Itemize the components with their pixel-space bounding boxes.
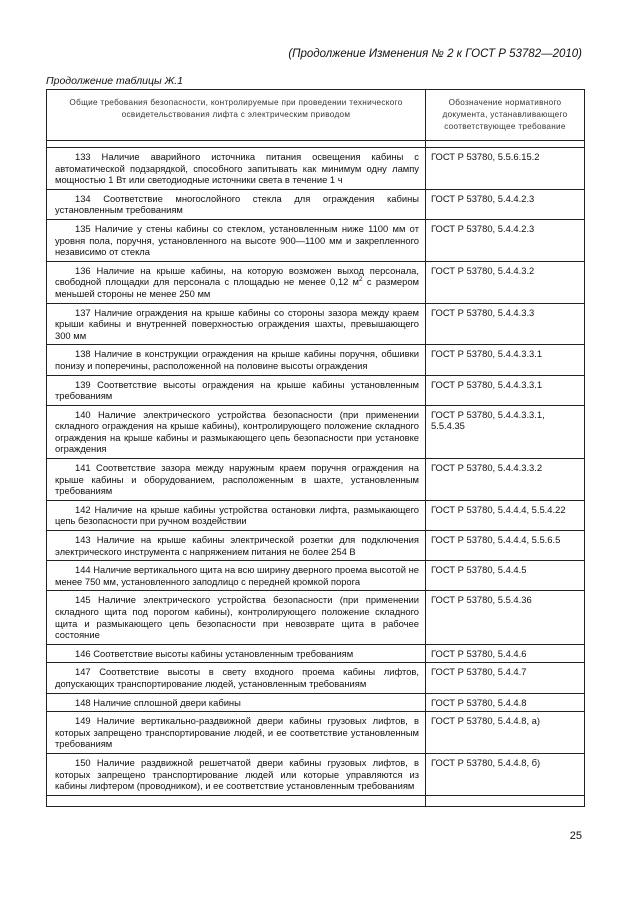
requirement-text: 150 Наличие раздвижной решетчатой двери кабины грузовых лифтов, в которых запрещено транспортирование людей или которые управляются из кабины лифтером (проводником), и ее соответствие установленным требованиям xyxy=(55,756,419,792)
table-row xyxy=(47,189,585,219)
requirement-text: 138 Наличие в конструкции ограждения на крыше кабины поручня, обшивки понизу и поперечины, расположенной на половине высоты ограждения xyxy=(55,348,419,371)
document-reference: ГОСТ Р 53780, 5.5.6.15.2 xyxy=(426,148,585,190)
table-row xyxy=(47,375,585,405)
requirement-cell xyxy=(47,753,426,795)
requirement-cell xyxy=(47,459,426,501)
table-header-row xyxy=(47,90,585,141)
table-row xyxy=(47,500,585,530)
requirement-text: 142 Наличие на крыше кабины устройства остановки лифта, размыкающего цепь безопасности при ручном воздействии xyxy=(55,503,419,527)
requirement-cell xyxy=(47,375,426,405)
requirement-text: 145 Наличие электрического устройства безопасности (при применении складного щита под порогом кабины), контролирующего положение складного щита и размыкающего цепь безопасности при невозврате щита в рабочее состояние xyxy=(55,594,419,641)
requirement-cell xyxy=(47,148,426,190)
requirement-cell xyxy=(47,261,426,303)
requirement-text: 143 Наличие на крыше кабины электрической розетки для подключения электрического инструмента с напряжением питания не более 254 В xyxy=(55,534,419,557)
document-reference: ГОСТ Р 53780, 5.4.4.4, 5.5.4.22 xyxy=(426,500,585,530)
table-row xyxy=(47,693,585,712)
requirement-cell xyxy=(47,693,426,712)
spacer-row xyxy=(47,141,585,148)
amendment-header-note: (Продолжение Изменения № 2 к ГОСТ Р 53782—2010) xyxy=(288,48,582,60)
table-row xyxy=(47,753,585,795)
document-reference: ГОСТ Р 53780, 5.4.4.3.3.1 xyxy=(426,375,585,405)
requirement-text: 133 Наличие аварийного источника питания освещения кабины с автоматической подзарядкой, способного запитывать как минимум одну лампу мощностью 1 Вт или светодиодные источники света в течение 1 ч xyxy=(55,151,419,186)
document-reference: ГОСТ Р 53780, 5.4.4.4, 5.5.6.5 xyxy=(426,531,585,561)
table-row xyxy=(47,459,585,501)
requirement-text: 139 Соответствие высоты ограждения на крыше кабины установленным требованиям xyxy=(55,378,419,402)
requirement-cell xyxy=(47,663,426,693)
requirement-text: 147 Соответствие высоты в свету входного проема кабины лифтов, допускающих транспортирование людей, установленным требованиям xyxy=(55,666,419,689)
requirement-text: 141 Соответствие зазора между наружным краем поручня ограждения на крыше кабины и оборудованием, расположенным в шахте, установленным требованиям xyxy=(55,462,419,497)
requirement-cell xyxy=(47,644,426,663)
table-row xyxy=(47,219,585,261)
requirement-cell xyxy=(47,500,426,530)
requirement-cell xyxy=(47,405,426,458)
requirement-cell xyxy=(47,561,426,591)
requirement-text: 146 Соответствие высоты кабины установленным требованиям xyxy=(75,647,354,659)
requirement-cell xyxy=(47,591,426,644)
document-reference: ГОСТ Р 53780, 5.4.4.3.3.2 xyxy=(426,459,585,501)
table-row xyxy=(47,345,585,375)
table-row xyxy=(47,591,585,644)
spacer-cell xyxy=(47,795,426,806)
document-reference: ГОСТ Р 53780, 5.4.4.5 xyxy=(426,561,585,591)
requirement-cell xyxy=(47,189,426,219)
spacer-row xyxy=(47,795,585,806)
table-row xyxy=(47,712,585,754)
document-reference: ГОСТ Р 53780, 5.4.4.2.3 xyxy=(426,219,585,261)
document-reference: ГОСТ Р 53780, 5.4.4.8 xyxy=(426,693,585,712)
requirement-text: 136 Наличие на крыше кабины, на которую возможен выход персонала, свободной площадки для персонала с площадью не менее 0,12 м xyxy=(55,264,419,288)
document-reference: ГОСТ Р 53780, 5.4.4.3.3.1, 5.5.4.35 xyxy=(426,405,585,458)
requirement-text: 134 Соответствие многослойного стекла для ограждения кабины установленным требованиям xyxy=(55,192,419,216)
requirement-cell xyxy=(47,531,426,561)
requirement-text-tail: с размером меньшей стороны не менее 250 мм xyxy=(55,276,419,299)
document-reference: ГОСТ Р 53780, 5.4.4.3.3 xyxy=(426,303,585,345)
requirement-text: 144 Наличие вертикального щита на всю ширину дверного проема высотой не менее 750 мм, установленного заподлицо с передней кромкой порога xyxy=(55,564,419,587)
requirement-text: 149 Наличие вертикально-раздвижной двери кабины грузовых лифтов, в которых запрещено транспортирование людей, и ее соответствие установленным требованиям xyxy=(55,715,419,750)
table-row xyxy=(47,561,585,591)
table-row xyxy=(47,261,585,303)
table-row xyxy=(47,405,585,458)
table-row xyxy=(47,531,585,561)
requirement-text: 137 Наличие ограждения на крыше кабины со стороны зазора между краем крыши кабины и внутренней поверхностью ограждения шахты, превышающего 300 мм xyxy=(55,306,419,341)
table-row xyxy=(47,148,585,190)
requirement-text: 140 Наличие электрического устройства безопасности (при применении складного ограждения на крыше кабины), контролирующего положение складного ограждения на крыше кабины и размыкающего цепь безопасности при установке ограждения xyxy=(55,408,419,455)
table-continuation-label: Продолжение таблицы Ж.1 xyxy=(46,75,183,87)
table-row xyxy=(47,663,585,693)
requirement-text: 148 Наличие сплошной двери кабины xyxy=(75,696,241,708)
document-reference: ГОСТ Р 53780, 5.4.4.3.2 xyxy=(426,261,585,303)
document-reference: ГОСТ Р 53780, 5.4.4.2.3 xyxy=(426,189,585,219)
table-row xyxy=(47,644,585,663)
requirement-cell xyxy=(47,303,426,345)
superscript: 2 xyxy=(359,276,363,284)
document-reference: ГОСТ Р 53780, 5.4.4.8, б) xyxy=(426,753,585,795)
requirement-cell xyxy=(47,712,426,754)
table-row xyxy=(47,303,585,345)
document-reference: ГОСТ Р 53780, 5.4.4.8, а) xyxy=(426,712,585,754)
requirement-cell xyxy=(47,219,426,261)
requirement-text: 135 Наличие у стены кабины со стеклом, установленным ниже 1100 мм от уровня пола, поручня, установленного на высоте 900—1100 мм и закрепленного независимо от стекла xyxy=(55,222,419,258)
document-reference: ГОСТ Р 53780, 5.4.4.7 xyxy=(426,663,585,693)
document-reference: ГОСТ Р 53780, 5.4.4.6 xyxy=(426,644,585,663)
document-reference: ГОСТ Р 53780, 5.4.4.3.3.1 xyxy=(426,345,585,375)
col-header-document: Обозначение нормативного документа, устанавливающего соответствующее требование xyxy=(426,90,585,141)
requirement-cell xyxy=(47,345,426,375)
col-header-requirements: Общие требования безопасности, контролируемые при проведении технического освидетельствования лифта с электрическим приводом xyxy=(47,90,426,141)
document-reference: ГОСТ Р 53780, 5.5.4.36 xyxy=(426,591,585,644)
spacer-cell xyxy=(426,795,585,806)
page-number: 25 xyxy=(569,830,582,842)
requirements-table xyxy=(46,89,585,807)
